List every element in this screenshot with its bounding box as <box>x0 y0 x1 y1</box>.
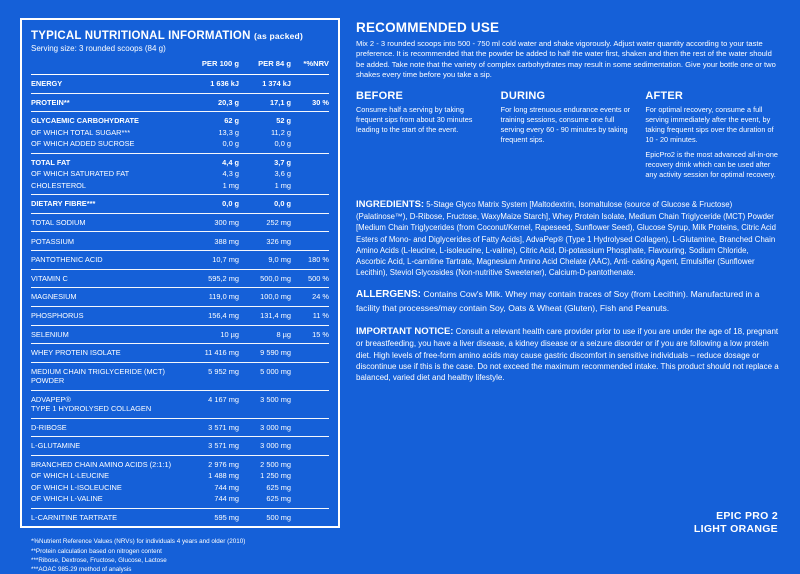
nutrient-value: 100,0 mg <box>260 292 291 302</box>
table-rule <box>31 359 329 366</box>
nutrient-value: 119,0 mg <box>208 292 239 302</box>
information-panel <box>356 18 780 544</box>
allergens-label: ALLERGENS: <box>356 288 421 300</box>
important-notice-label: IMPORTANT NOTICE: <box>356 325 454 337</box>
footnote: **Protein calculation based on nitrogen content <box>31 547 162 555</box>
brand-name: EPIC PRO 2 <box>716 509 778 522</box>
footnote: ***AOAC 985.29 method of analysis <box>31 565 132 573</box>
nutrient-value: 1 mg <box>274 180 291 190</box>
nutrient-name: ENERGY <box>31 79 63 89</box>
nutrient-name: WHEY PROTEIN ISOLATE <box>31 348 121 358</box>
nutrient-name: PROTEIN** <box>31 97 70 107</box>
nutrient-value <box>291 459 329 470</box>
phase-before-title: BEFORE <box>356 90 404 102</box>
nutrient-name: L-GLUTAMINE <box>31 441 81 451</box>
brand-footer <box>694 510 778 536</box>
nutrient-value: 744 mg <box>214 482 239 492</box>
nutrient-value: 500 % <box>308 273 329 283</box>
nutrition-title-text: TYPICAL NUTRITIONAL INFORMATION <box>31 30 251 42</box>
nutrient-value <box>291 493 329 504</box>
nutrient-name: SELENIUM <box>31 329 69 339</box>
nutrient-value <box>291 127 329 138</box>
table-rule <box>31 433 329 440</box>
phase-during-text: For long strenuous endurance events or training sessions, consume one full serving every 60 - 90 minutes by taking frequent sips. <box>500 105 631 144</box>
nutrient-value: 300 mg <box>214 217 239 227</box>
nutrient-value <box>291 217 329 228</box>
table-row <box>31 347 329 358</box>
nutrient-value: 52 g <box>276 116 291 126</box>
nutrient-value: 252 mg <box>266 217 291 227</box>
nutrient-value: 11,2 g <box>271 127 291 137</box>
nutrient-name: OF WHICH ADDED SUCROSE <box>31 139 135 149</box>
nutrient-name: OF WHICH L-VALINE <box>31 494 103 504</box>
nutrient-value: 11 416 mg <box>204 348 239 358</box>
nutrient-value: 62 g <box>224 116 239 126</box>
table-rule <box>31 414 329 421</box>
table-row <box>31 470 329 481</box>
table-rule <box>31 71 329 78</box>
column-header <box>31 58 183 71</box>
nutrient-name: OF WHICH TOTAL SUGAR*** <box>31 127 131 137</box>
nutrient-value <box>291 470 329 481</box>
table-row <box>31 493 329 504</box>
table-rule <box>31 210 329 217</box>
nutrient-value: 0,0 g <box>274 199 291 209</box>
phase-after-text-2: EpicPro2 is the most advanced all-in-one recovery drink which can be used after any activity session for optimal recovery. <box>645 150 778 180</box>
table-row <box>31 254 329 265</box>
table-rule <box>31 303 329 310</box>
nutrient-value <box>291 512 329 523</box>
nutrient-value: 3,7 g <box>274 157 291 167</box>
table-row <box>31 422 329 433</box>
nutrient-value: 595 mg <box>214 512 239 522</box>
nutrient-value: 0,0 g <box>222 139 239 149</box>
nutrient-name: OF WHICH SATURATED FAT <box>31 169 130 179</box>
nutrient-value <box>291 115 329 126</box>
nutrient-value <box>291 235 329 246</box>
column-header: PER 100 g <box>201 59 239 69</box>
nutrient-value: 5 000 mg <box>260 366 291 376</box>
table-rule <box>31 89 329 96</box>
recommended-use-text: Mix 2 - 3 rounded scoops into 500 - 750 ml cold water and shake vigorously. Adjust water quantity according to your taste preference. It is recommended that the powder be added to half the water first, shaken and then the rest of the water should be added. Take note that the variety of complex carbohydrates may result in some sedimentation. Give your bottle one or two shakes every time before you take a sip. <box>356 39 776 79</box>
nutrient-name: MAGNESIUM <box>31 292 77 302</box>
table-row <box>31 138 329 149</box>
table-rule <box>31 191 329 198</box>
table-row <box>31 115 329 126</box>
table-row <box>31 440 329 451</box>
nutrition-footnotes <box>31 537 329 574</box>
nutrient-value: 24 % <box>312 292 329 302</box>
table-row <box>31 273 329 284</box>
nutrient-name: POTASSIUM <box>31 236 74 246</box>
nutrient-value: 156,4 mg <box>208 311 239 321</box>
nutrient-value <box>291 180 329 191</box>
nutrient-value: 4,4 g <box>222 157 239 167</box>
nutrient-value: 8 µg <box>276 329 291 339</box>
phase-before <box>356 90 491 186</box>
table-rule <box>31 523 329 530</box>
table-row <box>31 512 329 523</box>
nutrient-value: 1 250 mg <box>260 471 291 481</box>
table-rule <box>31 266 329 273</box>
table-row <box>31 459 329 470</box>
table-rule <box>31 284 329 291</box>
nutrient-value <box>291 198 329 209</box>
table-row <box>31 97 329 108</box>
phase-during <box>501 90 636 186</box>
nutrient-value <box>291 168 329 179</box>
nutrition-title <box>31 30 329 43</box>
nutrient-value: 9,0 mg <box>268 255 291 265</box>
table-row <box>31 235 329 246</box>
nutrient-value: 5 952 mg <box>208 366 239 376</box>
important-notice-text: Consult a relevant health care provider prior to use if you are under the age of 18, pregnant or breastfeeding, you have a liver disease, a kidney disease or a seizure disorder or if you are following a low protein diet. High levels of free-form amino acids may cause gastric discomfort in sensitive individuals – reduce dosage or discontinue use if this is the case. Do not exceed the maximum recommended intake. This product should not replace a balanced, varied diet and healthy lifestyle. <box>356 326 779 383</box>
nutrient-value <box>291 482 329 493</box>
nutrient-value: 326 mg <box>266 236 291 246</box>
nutrient-value: 1 636 kJ <box>210 79 239 89</box>
nutrient-value: 20,3 g <box>218 97 239 107</box>
nutrient-name: PANTOTHENIC ACID <box>31 255 103 265</box>
ingredients-label: INGREDIENTS: <box>356 198 425 210</box>
table-rule <box>31 150 329 157</box>
nutrient-name: CHOLESTEROL <box>31 180 87 190</box>
table-rule <box>31 387 329 394</box>
nutrient-value <box>291 347 329 358</box>
nutrient-value: 4,3 g <box>222 169 239 179</box>
table-row <box>31 329 329 340</box>
nutrient-name: TOTAL FAT <box>31 157 71 167</box>
nutrient-value: 2 500 mg <box>260 459 291 469</box>
table-row <box>31 394 329 415</box>
nutrient-value: 1 374 kJ <box>262 79 291 89</box>
table-row <box>31 291 329 302</box>
nutrient-value: 180 % <box>308 255 329 265</box>
nutrient-value: 2 976 mg <box>208 459 239 469</box>
nutrient-value: 625 mg <box>266 482 291 492</box>
column-header: *%NRV <box>303 59 329 69</box>
table-row <box>31 78 329 89</box>
nutrient-value: 10 µg <box>220 329 239 339</box>
serving-size: Serving size: 3 rounded scoops (84 g) <box>31 44 166 54</box>
nutrient-name: ADVAPEP® TYPE 1 HYDROLYSED COLLAGEN <box>31 394 152 414</box>
table-rule <box>31 247 329 254</box>
nutrient-name: GLYCAEMIC CARBOHYDRATE <box>31 116 139 126</box>
nutrient-value: 131,4 mg <box>260 311 291 321</box>
ingredients-block <box>356 198 780 278</box>
ingredients-text: 5-Stage Glyco Matrix System [Maltodextrin, Isomaltulose (source of Glucose & Fructose) (Palatinose™), D-Ribose, Fructose, WaxyMaize Starch], Whey Protein Isolate, Medium Chain Triglyceride (MCT) Powder [Medium Chain Triglycerides (from Coconut/Kernel, Rapeseed, Sunflower Seed), Glucose Syrup, Milk Proteins, Citric Acid Esters of Mono- and Diglycerides of Fatty Acids], AdvaPep® (Type 1 Hydrolysed Collagen), L-Glutamine, Branched Chain Amino Acids (L-leucine, L-isoleucine, L-valine), Citric Acid, Di-potassium Phosphate, Flavouring, Sodium Chloride, Ascorbic Acid, L-carnitine Tartrate, Magnesium Amino Acid Chelate (AAC), Anti- caking Agent, Emulsifier (Sunflower Lecithin), Steviol Glycosides (Non-nutritive Sweetener), Calcium-D-pantothenate. <box>356 199 776 277</box>
nutrient-name: TOTAL SODIUM <box>31 217 86 227</box>
nutrient-name: D-RIBOSE <box>31 422 67 432</box>
table-row <box>31 198 329 209</box>
phase-after-text-1: For optimal recovery, consume a full serving immediately after the event, by taking frequent sips over the duration of 10 - 20 minutes. <box>645 105 774 144</box>
table-rule <box>31 505 329 512</box>
nutrient-name: MEDIUM CHAIN TRIGLYCERIDE (MCT) POWDER <box>31 366 165 386</box>
table-rule <box>31 228 329 235</box>
recommended-use-heading: RECOMMENDED USE <box>356 20 500 35</box>
phase-before-text: Consume half a serving by taking frequent sips from about 30 minutes leading to the start of the event. <box>356 105 473 134</box>
nutrient-value: 0,0 g <box>222 199 239 209</box>
table-rule <box>31 340 329 347</box>
nutrient-value: 17,1 g <box>270 97 291 107</box>
nutrient-value: 744 mg <box>214 494 239 504</box>
nutrient-value: 13,3 g <box>218 127 239 137</box>
allergens-text: Contains Cow's Milk. Whey may contain traces of Soy (from Lecithin). Manufactured in a facility that processes/may contain Soy, Oats & Wheat (Gluten), Fish and Peanuts. <box>356 288 760 314</box>
footnote: *%Nutrient Reference Values (NRVs) for individuals 4 years and older (2010) <box>31 538 246 546</box>
table-row <box>31 168 329 179</box>
nutrition-title-suffix: (as packed) <box>254 31 303 41</box>
nutrient-value <box>291 138 329 149</box>
nutrient-value <box>291 422 329 433</box>
table-rule <box>31 108 329 115</box>
allergens-block <box>356 288 780 315</box>
table-row <box>31 366 329 387</box>
nutrition-panel <box>20 18 340 573</box>
table-row <box>31 310 329 321</box>
nutrient-value <box>291 440 329 451</box>
nutrition-table <box>31 58 329 530</box>
nutrient-value <box>291 366 329 387</box>
nutrient-value <box>291 157 329 168</box>
nutrient-value: 11 % <box>312 311 329 321</box>
nutrient-name: DIETARY FIBRE*** <box>31 199 96 209</box>
important-notice-block <box>356 325 780 384</box>
nutrient-value: 1 mg <box>222 180 239 190</box>
nutrient-name: VITAMIN C <box>31 273 68 283</box>
nutrient-value: 1 488 mg <box>208 471 239 481</box>
nutrient-value: 3,6 g <box>274 169 291 179</box>
table-rule <box>31 321 329 328</box>
nutrient-value: 30 % <box>312 97 329 107</box>
nutrient-value <box>291 78 329 89</box>
nutrient-value: 3 571 mg <box>208 422 239 432</box>
phase-during-title: DURING <box>500 90 546 102</box>
nutrient-value: 4 167 mg <box>208 394 239 404</box>
nutrient-name: OF WHICH L-ISOLEUCINE <box>31 482 122 492</box>
table-row <box>31 157 329 168</box>
nutrient-name: BRANCHED CHAIN AMINO ACIDS (2:1:1) <box>31 459 172 469</box>
footnote: ***Ribose, Dextrose, Fructose, Glucose, Lactose <box>31 556 167 564</box>
nutrient-value: 625 mg <box>266 494 291 504</box>
nutrient-value: 3 000 mg <box>260 441 291 451</box>
nutrient-value: 3 000 mg <box>260 422 291 432</box>
nutrient-value: 9 590 mg <box>260 348 291 358</box>
table-row <box>31 127 329 138</box>
usage-phases <box>356 90 780 186</box>
nutrient-value: 500 mg <box>266 512 291 522</box>
nutrient-value: 595,2 mg <box>208 273 239 283</box>
table-rule <box>31 452 329 459</box>
phase-after-title: AFTER <box>645 90 684 102</box>
brand-flavour: LIGHT ORANGE <box>693 522 778 535</box>
nutrition-table-header <box>31 58 329 71</box>
nutrient-value: 500,0 mg <box>260 273 291 283</box>
nutrient-name: OF WHICH L-LEUCINE <box>31 471 110 481</box>
table-row <box>31 217 329 228</box>
column-header: PER 84 g <box>258 59 291 69</box>
phase-after <box>645 90 780 186</box>
nutrient-value: 3 571 mg <box>208 441 239 451</box>
nutrient-name: L-CARNITINE TARTRATE <box>31 512 118 522</box>
nutrient-value: 15 % <box>312 329 329 339</box>
nutrient-name: PHOSPHORUS <box>31 311 84 321</box>
table-row <box>31 482 329 493</box>
nutrient-value <box>291 394 329 415</box>
nutrient-value: 3 500 mg <box>260 394 291 404</box>
table-row <box>31 180 329 191</box>
nutrient-value: 388 mg <box>214 236 239 246</box>
nutrient-value: 0,0 g <box>274 139 291 149</box>
nutrient-value: 10,7 mg <box>212 255 239 265</box>
